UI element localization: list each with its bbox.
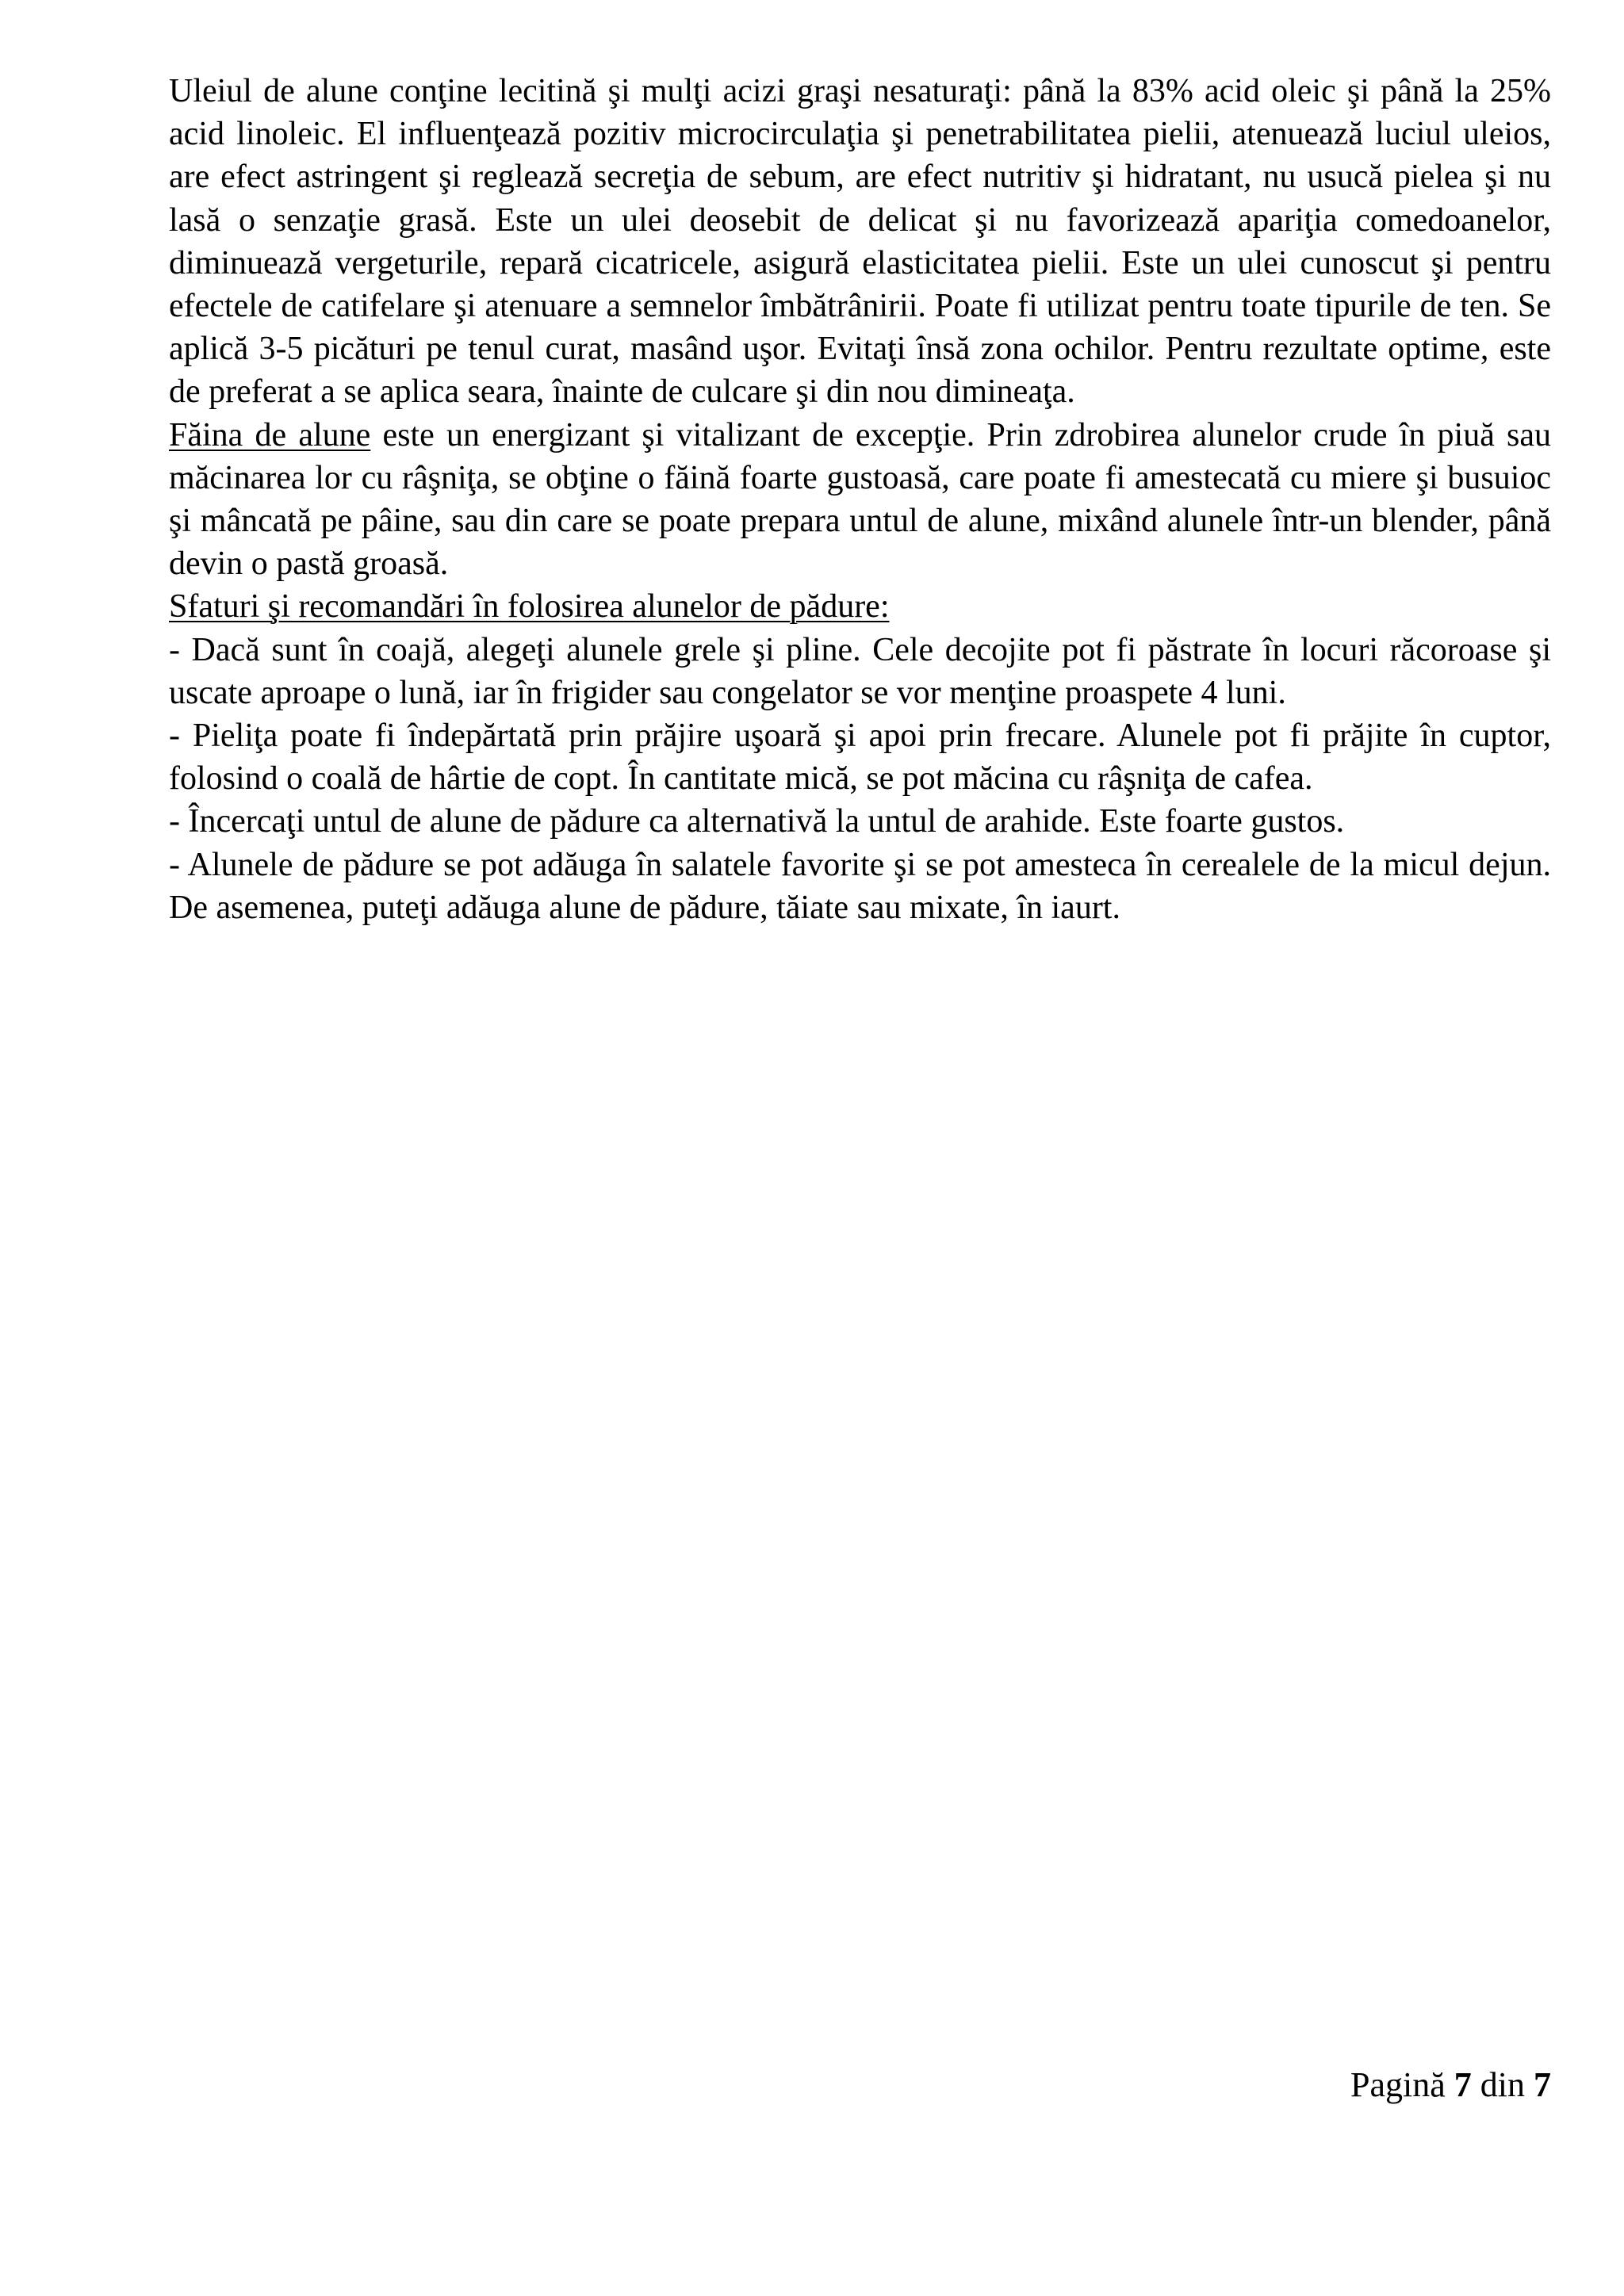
tips-heading (169, 585, 1551, 628)
tip-item: - Pieliţa poate fi îndepărtată prin prăjire uşoară şi apoi prin frecare. Alunele pot fi prăjite în cuptor, folosind o coală de hârtie de copt. În cantitate mică, se pot măcina cu râşniţa de cafea. (169, 718, 1551, 798)
paragraph-oil: Uleiul de alune conţine lecitină şi mulţi acizi graşi nesaturaţi: până la 83% acid oleic şi până la 25% acid linoleic. El influenţează pozitiv microcirculaţia şi penetrabilitatea pielii, atenuează luciul uleios, are efect astringent şi reglează secreţia de sebum, are efect nutritiv şi hidratant, nu usucă pielea şi nu lasă o senzaţie grasă. Este un ulei deosebit de delicat şi nu favorizează apariţia comedoanelor, diminuează vergeturile, repară cicatricele, asigură elasticitatea pielii. Este un ulei cunoscut şi pentru efectele de catifelare şi atenuare a semnelor îmbătrânirii. Poate fi utilizat pentru toate tipurile de ten. Se aplică 3-5 picături pe tenul curat, masând uşor. Evitaţi însă zona ochilor. Pentru rezultate optime, este de preferat a se aplica seara, înainte de culcare şi din nou dimineaţa. (169, 73, 1551, 411)
tip-item: - Încercaţi untul de alune de pădure ca alternativă la untul de arahide. Este foarte gustos. (169, 803, 1345, 840)
page-label: Pagină (1350, 2065, 1446, 2104)
page-footer (1350, 2064, 1551, 2107)
flour-text: este un energizant şi vitalizant de excepţie. Prin zdrobirea alunelor crude în piuă sau măcinarea lor cu râşniţa, se obţine o făină foarte gustoasă, care poate fi amestecată cu miere şi busuioc şi mâncată pe pâine, sau din care se poate prepara untul de alune, mixând alunele într-un blender, până devin o pastă groasă. (169, 416, 1552, 583)
page-total: 7 (1534, 2065, 1551, 2104)
tips-heading-text: Sfaturi şi recomandări în folosirea alunelor de pădure: (169, 588, 890, 626)
flour-heading: Făina de alune (169, 416, 371, 453)
page-current: 7 (1454, 2065, 1472, 2104)
page-separator: din (1480, 2065, 1525, 2104)
tip-item: - Alunele de pădure se pot adăuga în salatele favorite şi se pot amesteca în cerealele de la micul dejun. De asemenea, puteţi adăuga alune de pădure, tăiate sau mixate, în iaurt. (169, 846, 1551, 926)
tip-item: - Dacă sunt în coajă, alegeţi alunele grele şi pline. Cele decojite pot fi păstrate în locuri răcoroase şi uscate aproape o lună, iar în frigider sau congelator se vor menţine proaspete 4 luni. (169, 631, 1551, 711)
paragraph-flour (169, 414, 1551, 586)
document-body (169, 70, 1551, 929)
